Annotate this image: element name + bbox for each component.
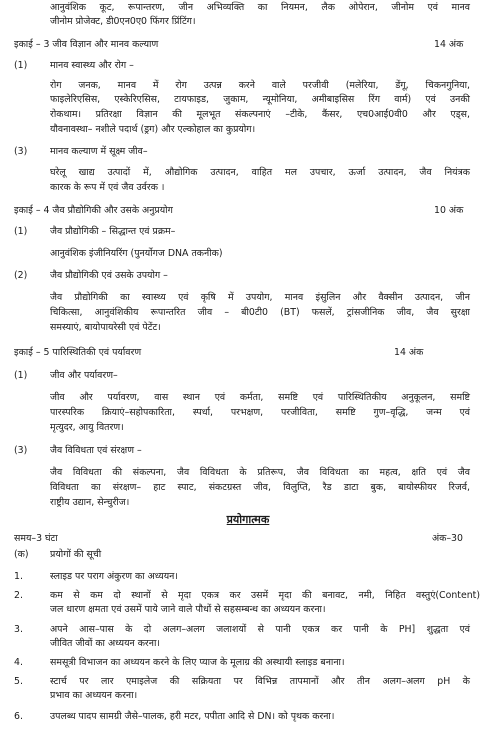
experiment-text: स्टार्च पर लार एमाइलेज की सक्रियता पर विभिन्न तापमानों और तीन अलग–अलग pH के bbox=[50, 676, 470, 687]
item-text-line: फाइलेरिएसिस, एस्केरिएसिस, टायफाइड, जुकाम, न्यूमोनिया, अमीबाइसिस रिंग वार्म) एवं उनकी bbox=[50, 94, 470, 105]
practical-time: समय–3 घंटा bbox=[14, 533, 58, 544]
item-text-line: रोग जनक, मानव में रोग उत्पन्न करने वाले परजीवी (मलेरिया, डेंगू, चिकनगुनिया, bbox=[50, 80, 470, 91]
item-heading: जैव प्रौद्योगिकी – सिद्धान्त एवं प्रक्रम– bbox=[50, 226, 176, 237]
unit-marks: 10 अंक bbox=[434, 205, 464, 216]
item-number: (3) bbox=[14, 146, 28, 157]
experiment-text: स्लाइड पर पराग अंकुरण का अध्ययन। bbox=[50, 571, 178, 582]
intro-line: जीनोम प्रोजेक्ट, डी0एन0ए0 फिंगर प्रिंटिंग। bbox=[50, 16, 196, 27]
item-heading: जैव प्रौद्योगिकी एवं उसके उपयोग – bbox=[50, 270, 168, 281]
item-text-line: चिकित्सा, आनुवंशिकीय रूपान्तरित जीव – बी0टी0 (BT) फसलें, ट्रांसजीनिक जीव, जैव सुरक्षा bbox=[50, 307, 470, 318]
experiment-number: 6. bbox=[14, 711, 23, 722]
item-text-line: घरेलू खाद्य उत्पादों में, औद्योगिक उत्पादन, वाहित मल उपचार, ऊर्जा उत्पादन, जैव नियंत्रक bbox=[50, 167, 470, 178]
unit-title: इकाई – 3 जीव विज्ञान और मानव कल्याण bbox=[14, 39, 159, 50]
item-number: (2) bbox=[14, 270, 28, 281]
experiment-number: 5. bbox=[14, 676, 23, 687]
item-number: (1) bbox=[14, 370, 28, 381]
item-number: (3) bbox=[14, 445, 28, 456]
experiment-number: 3. bbox=[14, 624, 23, 635]
item-heading: जीव और पर्यावरण– bbox=[50, 370, 118, 381]
experiment-text: कम से कम दो स्थानों से मृदा एकत्र कर उसमें मृदा की बनावट, नमी, निहित वस्तुएं(Content) bbox=[50, 590, 480, 601]
item-heading: जैव विविधता एवं संरक्षण – bbox=[50, 445, 142, 456]
experiment-text: अपने आस–पास के दो अलग–अलग जलाशयों से पानी एकत्र कर पानी के PH] शुद्धता एवं bbox=[50, 624, 470, 635]
experiment-text: उपलब्ध पादप सामग्री जैसे–पालक, हरी मटर, पपीता आदि से DN। को पृथक करना। bbox=[50, 711, 335, 722]
unit-title: इकाई – 4 जैव प्रौद्योगिकी और उसके अनुप्रयोग bbox=[14, 205, 173, 216]
list-label: (क) bbox=[14, 549, 29, 560]
item-text-line: यौवनावस्था– नशीले पदार्थ (ड्रग) और एल्कोहाल का कुप्रयोग। bbox=[50, 124, 256, 135]
item-text-line: विविधता का संरक्षण– हाट स्पाट, संकटग्रस्त जीव, विलुप्ति, रैड डाटा बुक, बायोस्फीयर रिजर्व, bbox=[50, 482, 470, 493]
item-number: (1) bbox=[14, 226, 28, 237]
unit-marks: 14 अंक bbox=[434, 39, 464, 50]
experiment-text: प्रभाव का अध्ययन करना। bbox=[50, 690, 138, 701]
item-text-line: जीव और पर्यावरण, वास स्थान एवं कर्मता, समष्टि एवं पारिस्थितिकीय अनुकूलन, समष्टि bbox=[50, 392, 470, 403]
item-heading: मानव स्वास्थ्य और रोग – bbox=[50, 60, 134, 71]
practical-marks: अंक–30 bbox=[432, 533, 463, 544]
item-text-line: पारस्परिक क्रियाएं–सहोपकारिता, स्पर्धा, परभक्षण, परजीविता, समष्टि गुण–वृद्धि, जन्म एवं bbox=[50, 407, 470, 418]
item-text-line: समस्याएं, बायोपायरेसी एवं पेटेंट। bbox=[50, 322, 161, 333]
experiment-number: 1. bbox=[14, 571, 23, 582]
experiment-text: जल धारण क्षमता एवं उसमें पाये जाने वाले पौधों से सहसम्बन्ध का अध्ययन करना। bbox=[50, 604, 326, 615]
item-text-line: आनुवंशिक इंजीनियरिंग (पुनर्योगज DNA तकनीक) bbox=[50, 248, 223, 259]
item-heading: मानव कल्याण में सूक्ष्म जीव– bbox=[50, 146, 148, 157]
unit-marks: 14 अंक bbox=[394, 347, 424, 358]
item-text-line: रोकथाम। प्रतिरक्षा विज्ञान की मूलभूत संकल्पनाएं –टीके, कैंसर, एच0आई0वी0 और एड्स, bbox=[50, 109, 470, 120]
item-text-line: कारक के रूप में एवं जैव उर्वरक । bbox=[50, 182, 165, 193]
item-number: (1) bbox=[14, 60, 28, 71]
experiment-text: जीवित जीवों का अध्ययन करना। bbox=[50, 638, 160, 649]
experiment-number: 2. bbox=[14, 590, 23, 601]
item-text-line: राष्ट्रीय उद्यान, सेन्चुरीज। bbox=[50, 497, 130, 508]
experiment-number: 4. bbox=[14, 657, 23, 668]
intro-line: आनुवंशिक कूट, रूपान्तरण, जीन अभिव्यक्ति का नियमन, लैक ओपेरान, जीनोम एवं मानव bbox=[50, 2, 470, 13]
practical-heading: प्रयोगात्मक bbox=[226, 513, 270, 526]
item-text-line: जैव विविधता की संकल्पना, जैव विविधता के प्रतिरूप, जैव विविधता का महत्व, क्षति एवं जैव bbox=[50, 467, 470, 478]
item-text-line: मृत्युदर, आयु वितरण। bbox=[50, 422, 124, 433]
experiment-text: समसूत्री विभाजन का अध्ययन करने के लिए प्याज के मूलाग्र की अस्थायी स्लाइड बनाना। bbox=[50, 657, 345, 668]
item-text-line: जैव प्रौद्योगिकी का स्वास्थ्य एवं कृषि में उपयोग, मानव इंसुलिन और वैक्सीन उत्पादन, जीन bbox=[50, 292, 470, 303]
unit-title: इकाई – 5 पारिस्थितिकी एवं पर्यावरण bbox=[14, 347, 142, 358]
list-title: प्रयोगों की सूची bbox=[50, 549, 102, 560]
